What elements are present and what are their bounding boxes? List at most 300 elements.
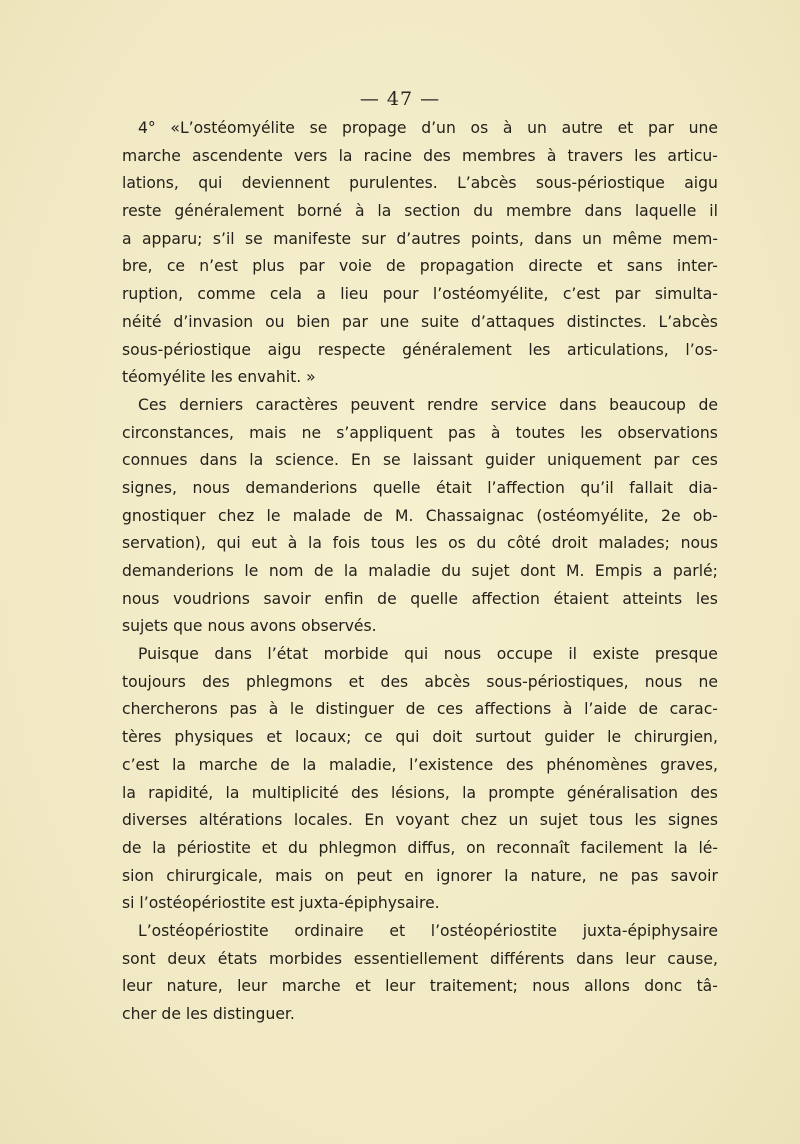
- word: dans: [576, 949, 614, 968]
- word: os: [470, 119, 489, 137]
- word: qui: [395, 728, 420, 747]
- text-line: [122, 613, 718, 641]
- word: marche: [198, 755, 258, 774]
- word: ignorer: [436, 866, 492, 885]
- word: peuvent: [350, 395, 415, 414]
- word: en: [404, 866, 424, 885]
- text-line: [122, 780, 718, 808]
- text-line: [122, 420, 718, 448]
- word: sous-périostique: [535, 174, 665, 193]
- word: morbide: [323, 645, 389, 664]
- word: Empis: [594, 562, 643, 580]
- word: sous-périostique: [122, 340, 252, 359]
- word: marche: [122, 146, 181, 165]
- text-line: [122, 447, 718, 475]
- word: doit: [432, 728, 463, 747]
- text-line: [122, 807, 718, 835]
- word: cher de les distinguer.: [122, 1005, 295, 1023]
- word: Ces: [138, 395, 167, 414]
- word: par: [653, 451, 680, 470]
- text-line: [122, 530, 718, 558]
- word: abcès: [424, 672, 471, 691]
- word: propage: [342, 119, 407, 137]
- word: rapidité,: [148, 783, 214, 802]
- word: pour: [382, 285, 419, 304]
- text-line: [122, 115, 718, 143]
- word: existe: [592, 645, 640, 664]
- word: ou: [265, 312, 285, 331]
- word: c’est: [562, 285, 601, 304]
- word: et: [617, 119, 634, 137]
- word: généralement: [174, 202, 285, 221]
- word: de: [313, 562, 334, 580]
- word: gnostiquer: [122, 506, 206, 525]
- word: une: [688, 119, 718, 137]
- word: purulentes.: [349, 174, 438, 193]
- word: l’affection: [487, 478, 565, 497]
- word: à: [354, 202, 365, 221]
- word: ce: [166, 257, 185, 276]
- text-line: [122, 835, 718, 863]
- word: de: [698, 395, 718, 414]
- word: la: [377, 202, 392, 221]
- word: points,: [470, 229, 524, 248]
- text-line: [122, 918, 718, 946]
- word: d’invasion: [173, 312, 254, 331]
- word: articu-: [667, 146, 718, 165]
- word: pas: [630, 866, 659, 885]
- word: guider: [544, 728, 595, 747]
- text-line: [122, 392, 718, 420]
- word: dans: [214, 645, 252, 664]
- word: membre: [505, 202, 572, 221]
- word: nom: [268, 562, 304, 580]
- text-line: [122, 558, 718, 586]
- word: de: [270, 755, 290, 774]
- word: à: [562, 700, 573, 719]
- word: la: [308, 534, 322, 553]
- word: différents: [489, 949, 565, 968]
- word: distinctes.: [566, 312, 647, 331]
- word: du: [287, 838, 308, 857]
- word: voyant: [395, 811, 450, 830]
- word: sans: [626, 257, 663, 276]
- word: distinguer: [315, 700, 394, 719]
- word: de: [363, 506, 383, 525]
- word: n’est: [199, 257, 238, 276]
- word: la: [152, 838, 167, 857]
- word: voudrions: [173, 589, 250, 608]
- word: suite: [421, 312, 460, 331]
- word: la: [302, 755, 317, 774]
- word: lésions,: [390, 783, 450, 802]
- word: des: [505, 755, 534, 774]
- text-line: [122, 226, 718, 254]
- word: la: [249, 451, 264, 470]
- text-line: [122, 724, 718, 752]
- word: essentiellement: [353, 949, 479, 968]
- word: En: [364, 811, 385, 830]
- word: cela: [269, 285, 302, 304]
- word: Chassaignac: [425, 506, 525, 525]
- word: des: [690, 783, 718, 802]
- word: En: [351, 451, 371, 470]
- word: ascendente: [192, 146, 283, 165]
- word: nous: [680, 534, 718, 553]
- word: leur: [237, 977, 268, 996]
- word: un: [527, 119, 547, 137]
- word: la: [504, 866, 519, 885]
- word: M.: [565, 562, 585, 580]
- word: les: [634, 811, 657, 830]
- word: nous: [532, 977, 570, 996]
- word: ruption,: [122, 285, 184, 304]
- word: des: [380, 672, 409, 691]
- word: respecte: [317, 340, 386, 359]
- word: enfin: [324, 589, 364, 608]
- word: section: [404, 202, 461, 221]
- word: si l’ostéopériostite est juxta-épiphysaire.: [122, 894, 440, 913]
- word: morbides: [269, 949, 343, 968]
- word: rendre: [427, 395, 479, 414]
- word: derniers: [179, 395, 244, 414]
- word: des: [202, 672, 230, 691]
- word: tâ-: [696, 977, 718, 996]
- word: locaux;: [294, 728, 352, 747]
- word: signes: [668, 811, 718, 830]
- word: dans: [559, 395, 597, 414]
- word: traitement;: [429, 977, 518, 996]
- word: chirurgicale,: [166, 866, 263, 885]
- word: leur: [625, 949, 656, 968]
- word: surtout: [475, 728, 532, 747]
- word: 2e: [661, 506, 681, 525]
- word: a: [122, 229, 132, 248]
- word: membres: [461, 146, 536, 165]
- text-line: [122, 752, 718, 780]
- word: se: [245, 229, 263, 248]
- word: laquelle: [634, 202, 697, 221]
- body-text: [122, 115, 718, 1029]
- word: «L’ostéomyélite: [170, 119, 295, 137]
- word: ces: [436, 700, 464, 719]
- word: fois: [332, 534, 361, 553]
- word: sujet: [539, 811, 578, 830]
- word: se: [382, 451, 401, 470]
- word: cause,: [667, 949, 718, 968]
- word: dans: [584, 202, 622, 221]
- word: laissant: [412, 451, 473, 470]
- word: presque: [654, 645, 718, 664]
- word: malade: [292, 506, 351, 525]
- word: le: [289, 700, 304, 719]
- word: qui: [404, 645, 429, 664]
- word: la: [172, 755, 186, 774]
- word: du: [441, 562, 462, 580]
- word: états: [217, 949, 258, 968]
- word: mais: [275, 866, 313, 885]
- word: atteints: [622, 589, 683, 608]
- word: ne: [698, 672, 718, 691]
- word: aigu: [267, 340, 302, 359]
- word: et: [348, 672, 365, 691]
- word: le: [244, 562, 259, 580]
- text-line: [122, 143, 718, 171]
- word: côté: [507, 534, 541, 553]
- word: articulations,: [567, 340, 669, 359]
- word: lations,: [122, 174, 179, 193]
- word: par: [648, 119, 674, 137]
- word: de: [638, 700, 658, 719]
- word: servation),: [122, 534, 206, 553]
- word: c’est: [122, 755, 160, 774]
- word: reconnaît: [496, 838, 570, 857]
- word: a: [652, 562, 663, 580]
- page-number: — 47 —: [359, 88, 441, 110]
- word: science.: [275, 451, 339, 470]
- word: fallait: [629, 478, 673, 497]
- word: occupe: [496, 645, 553, 664]
- word: la: [338, 146, 353, 165]
- word: connues: [122, 451, 188, 470]
- word: le: [607, 728, 622, 747]
- word: L’abcès: [457, 174, 517, 193]
- text-line: [122, 309, 718, 337]
- word: beaucoup: [609, 395, 686, 414]
- word: directe: [528, 257, 583, 276]
- word: sujets que nous avons observés.: [122, 617, 377, 636]
- word: l’ostéopériostite: [430, 921, 558, 940]
- text-line: [122, 198, 718, 226]
- word: nous: [644, 672, 683, 691]
- word: de: [377, 589, 397, 608]
- word: les: [580, 423, 603, 442]
- word: phlegmons: [245, 672, 333, 691]
- word: des: [351, 783, 379, 802]
- word: l’aide: [584, 700, 627, 719]
- word: lé-: [698, 838, 718, 857]
- text-line: [122, 503, 718, 531]
- word: d’autres: [396, 229, 461, 248]
- word: borné: [296, 202, 343, 221]
- text-line: [122, 364, 718, 392]
- word: chirurgien,: [634, 728, 718, 747]
- word: Puisque: [138, 645, 199, 664]
- word: qui: [216, 534, 241, 553]
- word: physiques: [174, 728, 254, 747]
- text-line: [122, 946, 718, 974]
- text-line: [122, 475, 718, 503]
- word: l’os-: [685, 340, 718, 359]
- word: deux: [167, 949, 207, 968]
- word: maladie,: [329, 755, 397, 774]
- word: qui: [198, 174, 223, 193]
- word: dont: [520, 562, 556, 580]
- word: chez: [217, 506, 255, 525]
- word: ordinaire: [294, 921, 364, 940]
- word: par: [298, 257, 325, 276]
- word: une: [379, 312, 410, 331]
- word: a: [316, 285, 326, 304]
- word: locales.: [293, 811, 353, 830]
- word: bre,: [122, 257, 153, 276]
- word: téomyélite les envahit. »: [122, 368, 316, 387]
- word: qu’il: [580, 478, 614, 497]
- word: chez: [460, 811, 497, 830]
- word: la: [673, 838, 688, 857]
- word: maladie: [368, 562, 431, 580]
- word: à: [490, 423, 501, 442]
- word: savoir: [263, 589, 311, 608]
- word: vers: [294, 146, 328, 165]
- word: signes,: [122, 478, 177, 497]
- word: nous: [122, 589, 160, 608]
- word: les: [695, 589, 718, 608]
- word: des: [423, 146, 451, 165]
- word: propagation: [419, 257, 515, 276]
- word: phlegmon: [318, 838, 397, 857]
- word: pas: [448, 423, 476, 442]
- word: sont: [122, 949, 156, 968]
- word: les: [528, 340, 551, 359]
- word: L’ostéopériostite: [138, 921, 269, 940]
- word: pas: [229, 700, 258, 719]
- word: mais: [249, 423, 287, 442]
- word: sous-périostiques,: [486, 672, 629, 691]
- word: de: [122, 838, 142, 857]
- text-line: [122, 641, 718, 669]
- text-line: [122, 890, 718, 918]
- word: à: [268, 700, 279, 719]
- word: et: [389, 921, 406, 940]
- text-line: [122, 281, 718, 309]
- word: guider: [484, 451, 535, 470]
- word: dans: [199, 451, 238, 470]
- word: sion: [122, 866, 154, 885]
- word: quelle: [410, 589, 458, 608]
- word: graves,: [660, 755, 718, 774]
- word: l’existence: [409, 755, 494, 774]
- word: demanderions: [245, 478, 358, 497]
- word: généralement: [402, 340, 512, 359]
- word: diffus,: [407, 838, 456, 857]
- word: et: [266, 728, 283, 747]
- word: voie: [339, 257, 372, 276]
- word: inter-: [676, 257, 718, 276]
- word: caractères: [255, 395, 338, 414]
- word: l’état: [267, 645, 309, 664]
- word: (ostéomyélite,: [536, 506, 649, 525]
- word: la: [122, 783, 136, 802]
- text-line: [122, 253, 718, 281]
- word: chercherons: [122, 700, 218, 719]
- text-line: [122, 1001, 718, 1029]
- word: il: [709, 202, 718, 221]
- text-line: [122, 696, 718, 724]
- word: mem-: [672, 229, 718, 248]
- word: plus: [252, 257, 285, 276]
- word: on: [466, 838, 486, 857]
- word: la: [462, 783, 476, 802]
- word: diverses: [122, 811, 188, 830]
- word: à: [502, 119, 513, 137]
- word: et: [354, 977, 371, 996]
- word: de: [405, 700, 426, 719]
- word: leur: [385, 977, 416, 996]
- word: ne: [598, 866, 619, 885]
- word: périostite: [176, 838, 251, 857]
- word: toutes: [515, 423, 566, 442]
- word: affection: [471, 589, 540, 608]
- text-line: [122, 170, 718, 198]
- word: marche: [281, 977, 341, 996]
- word: M.: [395, 506, 414, 525]
- word: tous: [589, 811, 623, 830]
- word: nous: [192, 478, 230, 497]
- text-line: [122, 863, 718, 891]
- word: malades;: [598, 534, 670, 553]
- word: les: [634, 146, 657, 165]
- word: sujet: [471, 562, 510, 580]
- word: 4°: [138, 119, 156, 137]
- word: os: [448, 534, 466, 553]
- word: circonstances,: [122, 423, 234, 442]
- word: néité: [122, 312, 162, 331]
- word: s’il: [212, 229, 235, 248]
- word: le: [266, 506, 281, 525]
- word: nous: [443, 645, 482, 664]
- word: observations: [617, 423, 718, 442]
- word: autre: [561, 119, 603, 137]
- word: même: [612, 229, 662, 248]
- word: racine: [363, 146, 412, 165]
- word: du: [476, 534, 497, 553]
- word: tères: [122, 728, 162, 747]
- word: par: [342, 312, 368, 331]
- word: ce: [364, 728, 383, 747]
- word: prompte: [488, 783, 555, 802]
- word: facilement: [580, 838, 664, 857]
- word: savoir: [670, 866, 718, 885]
- word: était: [435, 478, 472, 497]
- word: donc: [644, 977, 683, 996]
- word: d’un: [421, 119, 456, 137]
- word: ces: [691, 451, 718, 470]
- word: dans: [534, 229, 572, 248]
- word: parlé;: [672, 562, 718, 580]
- text-line: [122, 669, 718, 697]
- word: manifeste: [273, 229, 352, 248]
- word: carac-: [669, 700, 718, 719]
- word: juxta-épiphysaire: [582, 921, 718, 940]
- word: comme: [197, 285, 256, 304]
- text-line: [122, 337, 718, 365]
- word: reste: [122, 202, 162, 221]
- word: droit: [551, 534, 588, 553]
- word: à: [287, 534, 298, 553]
- word: allons: [584, 977, 630, 996]
- word: il: [568, 645, 578, 664]
- word: peut: [356, 866, 392, 885]
- word: généralisation: [566, 783, 679, 802]
- word: multiplicité: [251, 783, 339, 802]
- word: de: [386, 257, 406, 276]
- word: leur: [122, 977, 153, 996]
- word: travers: [567, 146, 623, 165]
- word: s’appliquent: [336, 423, 433, 442]
- word: sur: [361, 229, 386, 248]
- word: étaient: [553, 589, 609, 608]
